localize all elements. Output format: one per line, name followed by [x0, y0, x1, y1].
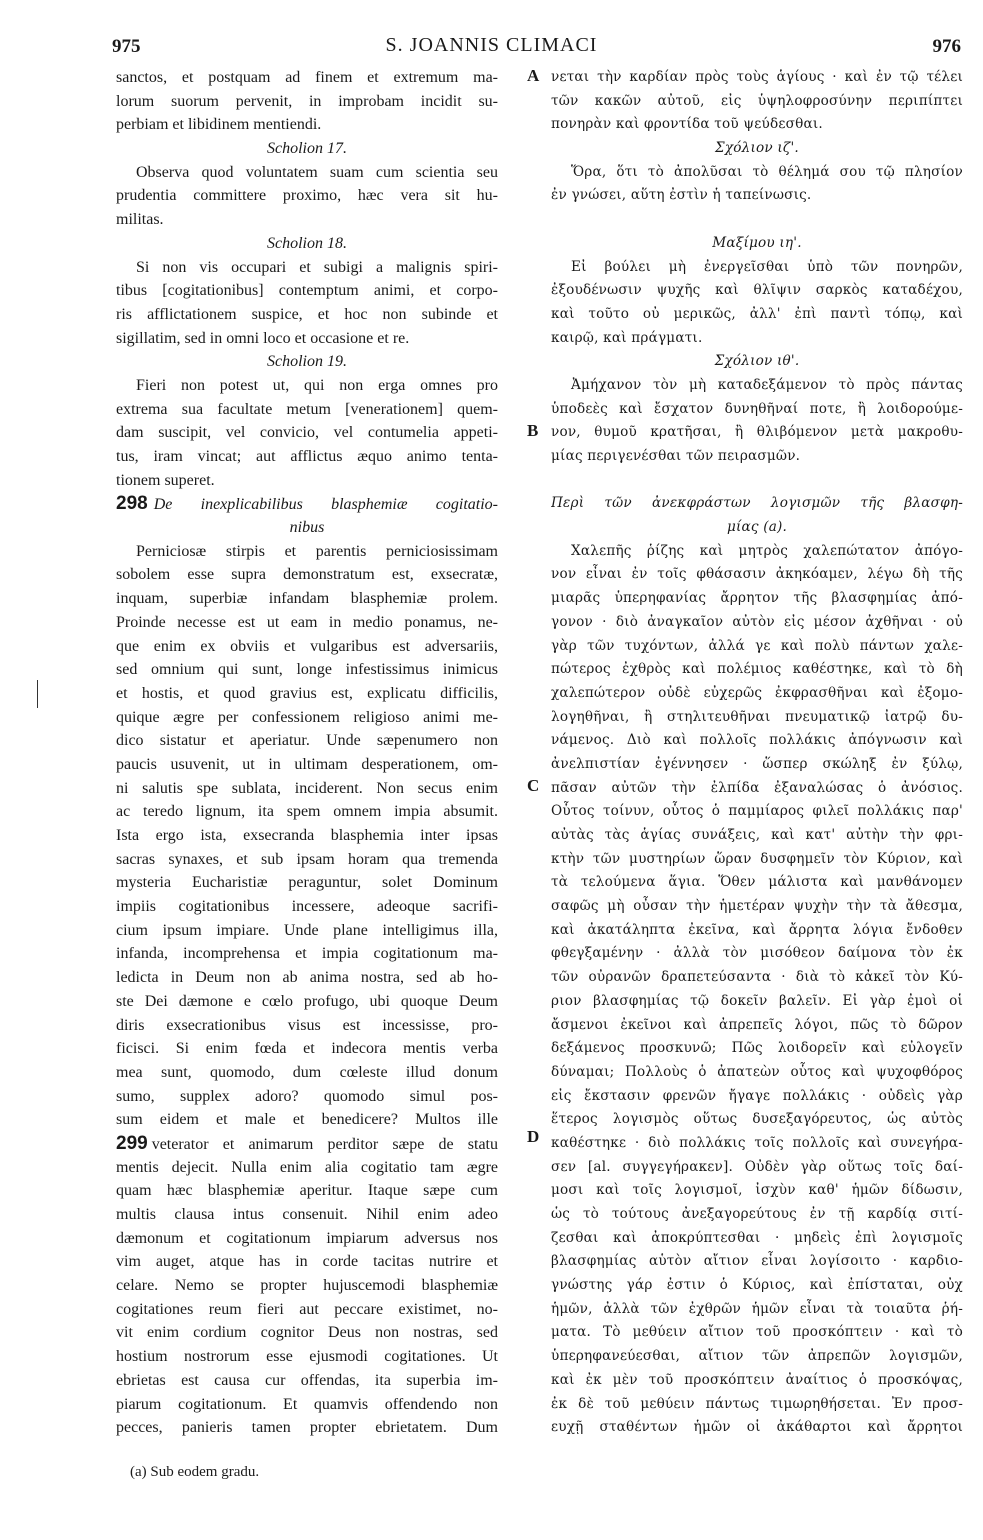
- greek-line: ἕτερος λογισμὸς οὕτως δυσεξαγόρευτος, ὡς αὐτὸς: [551, 1111, 963, 1128]
- latin-line: ficisci. Si enim fœda et indecora mentis verba: [116, 1040, 498, 1058]
- section-heading-text: De inexplicabilibus blasphemiæ cogitatio-: [153, 496, 498, 514]
- latin-line: piarum cogitationum. Et quamvis offendendo non: [116, 1395, 498, 1413]
- latin-line: Proinde necesse est ut eam in medio ponamus, ne-: [116, 613, 498, 631]
- greek-scholion-heading: Μαξίμου ιη'.: [712, 234, 802, 251]
- latin-line: Ista ergo ista, exsecranda blasphemia inter ipsas: [116, 827, 498, 844]
- greek-line: ἄσμενοι ἐκεῖνοι καὶ ἀπρεπεῖς λόγοι, πῶς τὸ δῶρον: [551, 1016, 963, 1033]
- latin-line: sobolem esse supra demonstratum est, exsecratæ,: [116, 566, 498, 584]
- latin-line: cogitationes reum fieri aut peccare existimet, no-: [116, 1300, 498, 1318]
- scholion-heading: Scholion 19.: [267, 353, 347, 371]
- greek-spacer: [551, 208, 963, 232]
- greek-column: [551, 66, 963, 1440]
- greek-line: ζεσθαι καὶ ἀποκρύπτεσθαι · μηδεὶς ἐπὶ λογισμοῖς: [551, 1229, 963, 1246]
- latin-line: sigillatim, sed in omni loco et occasione et re.: [116, 329, 410, 347]
- greek-line: ματα. Τὸ μεθύειν αἴτιον τοῦ προσκόπτειν · καὶ τὸ: [551, 1324, 963, 1341]
- margin-marker-c: C: [527, 776, 540, 795]
- greek-line: γνώστης γάρ ἐστιν ὁ Κύριος, καὶ ἐπίσταται, οὐχ: [551, 1277, 963, 1294]
- latin-line: mentis dejecit. Nulla enim alia cogitatio tam ægre: [116, 1158, 498, 1176]
- latin-line: vit enim cordium cognitor Deus non nostras, sed: [116, 1324, 498, 1342]
- latin-line-with-section: [116, 1132, 498, 1156]
- latin-line: sed omnium qui sunt, longe infestissimus inimicus: [116, 661, 498, 679]
- greek-line: νάμενος. Διὸ καὶ πολλοῖς πολλάκις ἀπόγνωσιν καὶ: [551, 732, 963, 749]
- margin-marker-a: A: [527, 66, 540, 85]
- latin-line: Observa quod voluntatem suam cum scientia seu: [136, 163, 498, 181]
- latin-line: quam hæc blasphemiæ aperitur. Itaque sæpe cum: [116, 1182, 498, 1200]
- greek-line: ἡμῶν, ἀλλὰ τῶν ἐχθρῶν ἡμῶν εἶναι τὰ τοιαῦτα ῥή-: [551, 1300, 963, 1317]
- greek-line: δεξάμενος προσκυνῶ; Πῶς λοιδορεῖν καὶ εὐλογεῖν: [551, 1040, 963, 1057]
- greek-scholion-heading: Σχόλιον ιθ'.: [714, 353, 800, 370]
- latin-line: lorum suorum pervenit, in improbam incidit su-: [116, 92, 498, 110]
- section-number: 299: [116, 1132, 148, 1154]
- latin-line: quique ægre per confessionem religioso animi me-: [116, 708, 498, 726]
- latin-line: Si non vis occupari et subigi a malignis spiri-: [136, 258, 498, 276]
- greek-line: μίας περιγενέσθαι τῶν πειρασμῶν.: [551, 448, 801, 464]
- greek-line: λογηθῆναι, ἢ στηλιτευθῆναι πνευματικῷ ἰατρῷ δυ-: [551, 708, 963, 725]
- greek-line: Ἀμήχανον τὸν μὴ καταδεξάμενον τὸ πρὸς πάντας: [571, 376, 963, 393]
- latin-line: dico sistatur et aperiatur. Unde sæpenumero non: [116, 732, 498, 750]
- latin-line: tus, iram vincat; aut afflictus æquo animo tenta-: [116, 448, 498, 465]
- greek-line: τῶν κακῶν αὐτοῦ, εἰς ὑψηλοφροσύνην περιπίπτει: [551, 92, 963, 109]
- latin-line: paucis usuvenit, ut in ultimam desperationem, om-: [116, 755, 498, 773]
- greek-line: Οὗτος τοίνυν, οὗτος ὁ παμμίαρος φιλεῖ πολλάκις παρ': [551, 803, 963, 820]
- latin-line: inquam, superbiæ infandam blasphemiæ prolem.: [116, 590, 498, 608]
- latin-line: diris exsecrationibus visus est incessisse, pro-: [116, 1016, 498, 1034]
- latin-line: tionem superet.: [116, 471, 215, 489]
- greek-line: δύναμαι; Πολλοὺς ὁ ἀπατεὼν οὗτος καὶ ψυχοφθόρος: [551, 1063, 963, 1080]
- latin-line: infanda, incomprehensa et impia cogitationum ma-: [116, 945, 498, 963]
- greek-line: πονηρὰν καὶ φροντίδα τοῦ ψεύδεσθαι.: [551, 116, 823, 133]
- latin-line: ni salutis spe sublata, inciderent. Non secus enim: [116, 779, 498, 797]
- latin-line: sumo, supplex adoro? quomodo simul pos-: [116, 1087, 498, 1105]
- greek-line: γονον · διὸ ἀναγκαῖον αὐτὸν εἰς μέσον ἀχθῆναι · οὐ: [551, 613, 963, 630]
- greek-line: νον, θυμοῦ κρατῆσαι, ἢ θλιβόμενον μετὰ μακροθυ-: [551, 424, 963, 441]
- latin-line: sacras synaxes, et sub ipsam horam qua tremenda: [116, 850, 498, 868]
- latin-line: militas.: [116, 211, 164, 229]
- greek-line: ὡς τὸ τούτους ἀνεξαγορεύτους ἐν τῇ καρδίᾳ σιτί-: [551, 1206, 963, 1222]
- latin-line: que enim ex obviis et vulgaribus est adversariis,: [116, 637, 498, 655]
- margin-marker-d: D: [527, 1127, 540, 1146]
- greek-line: χαλεπώτερον οὐδὲ εὐχερῶς ἐκφρασθῆναι καὶ ἐξομο-: [551, 684, 963, 701]
- latin-line: perbiam et libidinem mentiendi.: [116, 116, 322, 134]
- greek-line: μιαρᾶς ὑπερηφανίας ἄρρητον τῆς βλασφημίας ἀπό-: [551, 590, 963, 607]
- greek-line: ὑποδεὲς καὶ ἔσχατον δυνηθῆναί ποτε, ἢ λοιδορούμε-: [551, 400, 963, 417]
- greek-line: αὐτὰς τὰς ἁγίας συνάξεις, καὶ κατ' αὐτὴν τὴν φρι-: [551, 827, 963, 843]
- greek-line: γὰρ τῶν τυχόντων, ἀλλά γε καὶ πολὺ πάντων χαλε-: [551, 637, 963, 654]
- section-heading: [116, 492, 498, 516]
- greek-line: τῶν οὐρανῶν δραπετεύσαντα · διὰ τὸ κἀκεῖ τὸν Κύ-: [551, 969, 963, 986]
- latin-line: sum eidem et male et benedicere? Multos ille: [116, 1111, 498, 1129]
- latin-line: ste Dei dæmone e cœlo profugo, ubi quoque Deum: [116, 992, 498, 1010]
- latin-line: extrema sua facultate metum [venerationem] quem-: [116, 400, 498, 418]
- page-number-right: 976: [932, 36, 961, 57]
- greek-line: καὶ ἐκ μὲν τοῦ προσκόπτειν ἀναίτιος ὁ προσκόψας,: [551, 1371, 963, 1388]
- greek-line: πᾶσαν αὐτῶν τὴν ἐλπίδα ἐξαναλώσας ὁ ἀνόσιος.: [551, 779, 963, 796]
- greek-line: νεται τὴν καρδίαν πρὸς τοὺς ἁγίους · καὶ ἐν τῷ τέλει: [551, 69, 963, 85]
- latin-line: Perniciosæ stirpis et parentis perniciosissimam: [136, 542, 498, 560]
- latin-line: ebrietas est causa cur offendas, ita superbia im-: [116, 1371, 498, 1389]
- greek-line: Χαλεπῆς ῥίζης καὶ μητρὸς χαλεπώτατον ἀπόγο-: [571, 542, 963, 559]
- running-title: S. JOANNIS CLIMACI: [385, 34, 598, 56]
- latin-line: sanctos, et postquam ad finem et extremum ma-: [116, 69, 498, 86]
- latin-line: Fieri non potest ut, qui non erga omnes pro: [136, 376, 498, 394]
- latin-line: cium ipsum impiare. Unde plane intelligimus illa,: [116, 921, 498, 939]
- latin-line: vim auget, atque has in corde tacitas nutrire et: [116, 1253, 498, 1271]
- greek-line: φθεγξαμένην · ἀλλὰ τὸν μισόθεον δαίμονα τὸν ἐκ: [551, 945, 963, 962]
- greek-spacer: [551, 469, 963, 493]
- margin-marker-b: B: [527, 421, 539, 440]
- latin-line: ac teredo lignum, ita spem omnem impia absumit.: [116, 803, 498, 821]
- latin-line: ris afflictationem suspice, et hoc non subinde et: [116, 305, 498, 323]
- greek-section-heading-cont: μίας (a).: [726, 519, 788, 536]
- greek-line: ευχῇ σταθέντων ἡμῶν οἱ ἀκάθαρτοι καὶ ἄρρητοι: [551, 1419, 963, 1436]
- scholion-heading: Scholion 18.: [267, 234, 347, 252]
- greek-section-heading: Περὶ τῶν ἀνεκφράστων λογισμῶν τῆς βλασφη-: [551, 495, 963, 512]
- greek-line: Ὅρα, ὅτι τὸ ἀπολῦσαι τὸ θέλημά σου τῷ πλησίον: [571, 163, 963, 180]
- latin-line: dam suscipit, vel convicio, vel contumelia appeti-: [116, 424, 498, 442]
- latin-line: celare. Nemo se propter hujuscemodi blasphemiæ: [116, 1277, 498, 1295]
- section-heading-cont: nibus: [289, 519, 325, 537]
- greek-line: ἀνελπιστίαν ἐγέννησεν · ὥσπερ σκώληξ ἐν ξύλῳ,: [551, 755, 963, 772]
- greek-line: μοσι καὶ τοῖς λογισμοῖ, ἰσχὺν καθ' ἡμῶν δίδωσιν,: [551, 1182, 963, 1199]
- greek-line: σαφῶς μὴ οὖσαν τὴν ἡμετέραν ψυχὴν τὴν τὰ ἄθεσμα,: [551, 898, 963, 915]
- latin-line: prudentia committere proximo, hæc vera sit hu-: [116, 187, 498, 205]
- greek-line: Εἰ βούλει μὴ ἐνεργεῖσθαι ὑπὸ τῶν πονηρῶν,: [571, 258, 963, 275]
- latin-line: pecces, panieris tamen propter ebrietatem. Dum: [116, 1419, 498, 1437]
- greek-line: τὰ τελούμενα ἅγια. Ὅθεν μάλιστα καὶ μανθάνομεν: [551, 874, 963, 891]
- latin-line: ledicta in Deum non ab anima nostra, sed ab ho-: [116, 969, 498, 987]
- running-header: [0, 30, 983, 60]
- greek-line: καὶ τοῦτο οὐ μερικῶς, ἀλλ' ἐπὶ παντὶ τόπῳ, καὶ: [551, 305, 963, 322]
- greek-line: εἰς ἔκστασιν φρενῶν ἤγαγε πολλάκις · οὐδεὶς γὰρ: [551, 1087, 963, 1104]
- section-number: 298: [116, 493, 148, 515]
- latin-line-text: veterator et animarum perditor sæpe de statu: [151, 1135, 498, 1153]
- greek-line: σεν [al. συγγεγήρακεν]. Οὐδὲν γὰρ οὕτως τοῖς δαί-: [551, 1158, 963, 1175]
- latin-line: mysteria Eucharistiæ peraguntur, solet Dominum: [116, 874, 498, 892]
- greek-line: ὑπερηφανεύεσθαι, αἴτιον τῶν ἀπρεπῶν λογισμῶν,: [551, 1348, 963, 1365]
- greek-line: καιρῷ, καὶ πράγματι.: [551, 329, 703, 346]
- latin-line: impiis cogitationibus incessere, adeoque sacrifi-: [116, 898, 498, 916]
- page-number-left: 975: [112, 36, 141, 57]
- footnote: (a) Sub eodem gradu.: [130, 1464, 260, 1480]
- latin-line: tibus [cogitationibus] contemptum animi, et corpo-: [116, 282, 498, 300]
- latin-column: [116, 66, 498, 1440]
- latin-line: mea sunt, quomodo, dum cœleste illud donum: [116, 1063, 498, 1081]
- greek-scholion-heading: Σχόλιον ιζ'.: [715, 140, 799, 157]
- margin-mark: [37, 680, 38, 708]
- greek-line: κτὴν τῶν μυστηρίων ὥραν δυσφημεῖν τὸν Κύριον, καὶ: [551, 850, 963, 867]
- latin-line: et hostis, et quod gravius est, explicatu difficilis,: [116, 684, 498, 702]
- greek-line: ἐκ δὲ τοῦ μεθύειν πάντως τιμωρηθήσεται. Ἐν προσ-: [551, 1395, 963, 1412]
- greek-line: βλασφημίας αὑτὸν αἴτιον εἶναι λογίσοιτο · καρδιο-: [551, 1253, 963, 1270]
- scholion-heading: Scholion 17.: [267, 140, 347, 158]
- greek-line: ριον βλασφημίας τῷ δοκεῖν βαλεῖν. Εἰ γὰρ ἐμοὶ οἱ: [551, 992, 963, 1009]
- latin-line: hostium nostrorum esse ejusmodi cogitationes. Ut: [116, 1348, 498, 1366]
- greek-line: νον εἶναι ἐν τοῖς φθάσασιν ἀκηκόαμεν, λέγω δὴ τῆς: [551, 566, 963, 583]
- greek-line: καθέστηκε · διὸ πολλάκις τοῖς πολλοῖς καὶ συνεγήρα-: [551, 1134, 963, 1151]
- greek-line: ἐν γνώσει, αὕτη ἐστὶν ἡ ταπείνωσις.: [551, 187, 812, 204]
- latin-line: multis clausa intus consenuit. Nihil enim adeo: [116, 1206, 498, 1223]
- greek-line: ἐξουδένωσιν ψυχῆς καὶ θλῖψιν σαρκὸς καταδέχου,: [551, 282, 963, 299]
- greek-line: καὶ ἀκατάληπτα ἐκεῖνα, καὶ ἄρρητα λόγια ἔνδοθεν: [551, 921, 963, 938]
- greek-line: πώτερος ἐχθρὸς καὶ πολέμιος καθέστηκε, καὶ τὸ δὴ: [551, 661, 963, 678]
- latin-line: dæmonum et cogitationum impiarum adversus nos: [116, 1229, 498, 1247]
